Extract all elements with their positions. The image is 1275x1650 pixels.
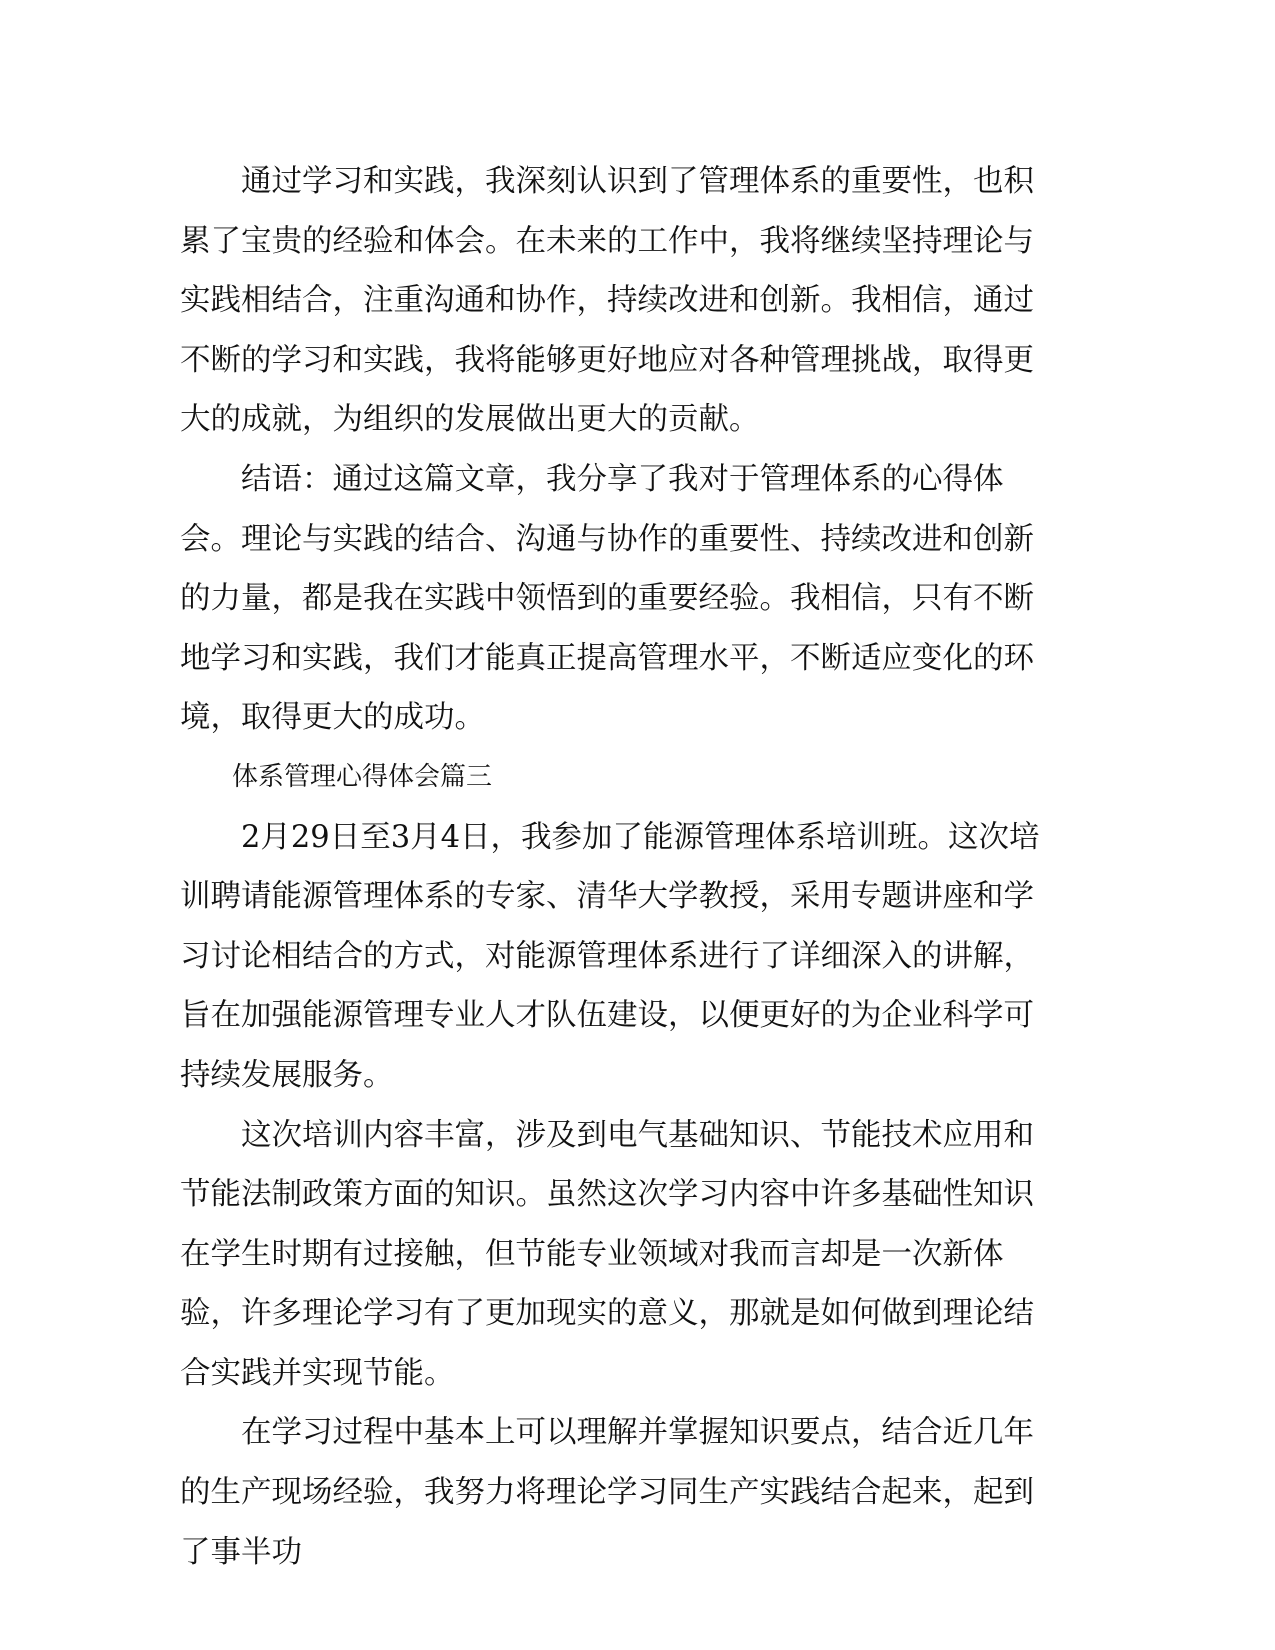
- document-body: [180, 152, 1050, 1582]
- paragraph-learning-process: 在学习过程中基本上可以理解并掌握知识要点，结合近几年的生产现场经验，我努力将理论学习同生产实践结合起来，起到了事半功: [180, 1415, 1034, 1570]
- paragraph-training-intro: 2月29日至3月4日，我参加了能源管理体系培训班。这次培训聘请能源管理体系的专家、清华大学教授，采用专题讲座和学习讨论相结合的方式，对能源管理体系进行了详细深入的讲解，旨在加强能源管理专业人才队伍建设，以便更好的为企业科学可持续发展服务。: [180, 819, 1040, 1093]
- section-heading: 体系管理心得体会篇三: [232, 761, 493, 792]
- paragraph-conclusion: 结语：通过这篇文章，我分享了我对于管理体系的心得体会。理论与实践的结合、沟通与协作的重要性、持续改进和创新的力量，都是我在实践中领悟到的重要经验。我相信，只有不断地学习和实践，我们才能真正提高管理水平，不断适应变化的环境，取得更大的成功。: [180, 461, 1034, 736]
- paragraph-training-content: 这次培训内容丰富，涉及到电气基础知识、节能技术应用和节能法制政策方面的知识。虽然这次学习内容中许多基础性知识在学生时期有过接触，但节能专业领域对我而言却是一次新体验，许多理论学习有了更加现实的意义，那就是如何做到理论结合实践并实现节能。: [180, 1117, 1034, 1391]
- paragraph-practice-summary: 通过学习和实践，我深刻认识到了管理体系的重要性，也积累了宝贵的经验和体会。在未来的工作中，我将继续坚持理论与实践相结合，注重沟通和协作，持续改进和创新。我相信，通过不断的学习和实践，我将能够更好地应对各种管理挑战，取得更大的成就，为组织的发展做出更大的贡献。: [180, 164, 1034, 438]
